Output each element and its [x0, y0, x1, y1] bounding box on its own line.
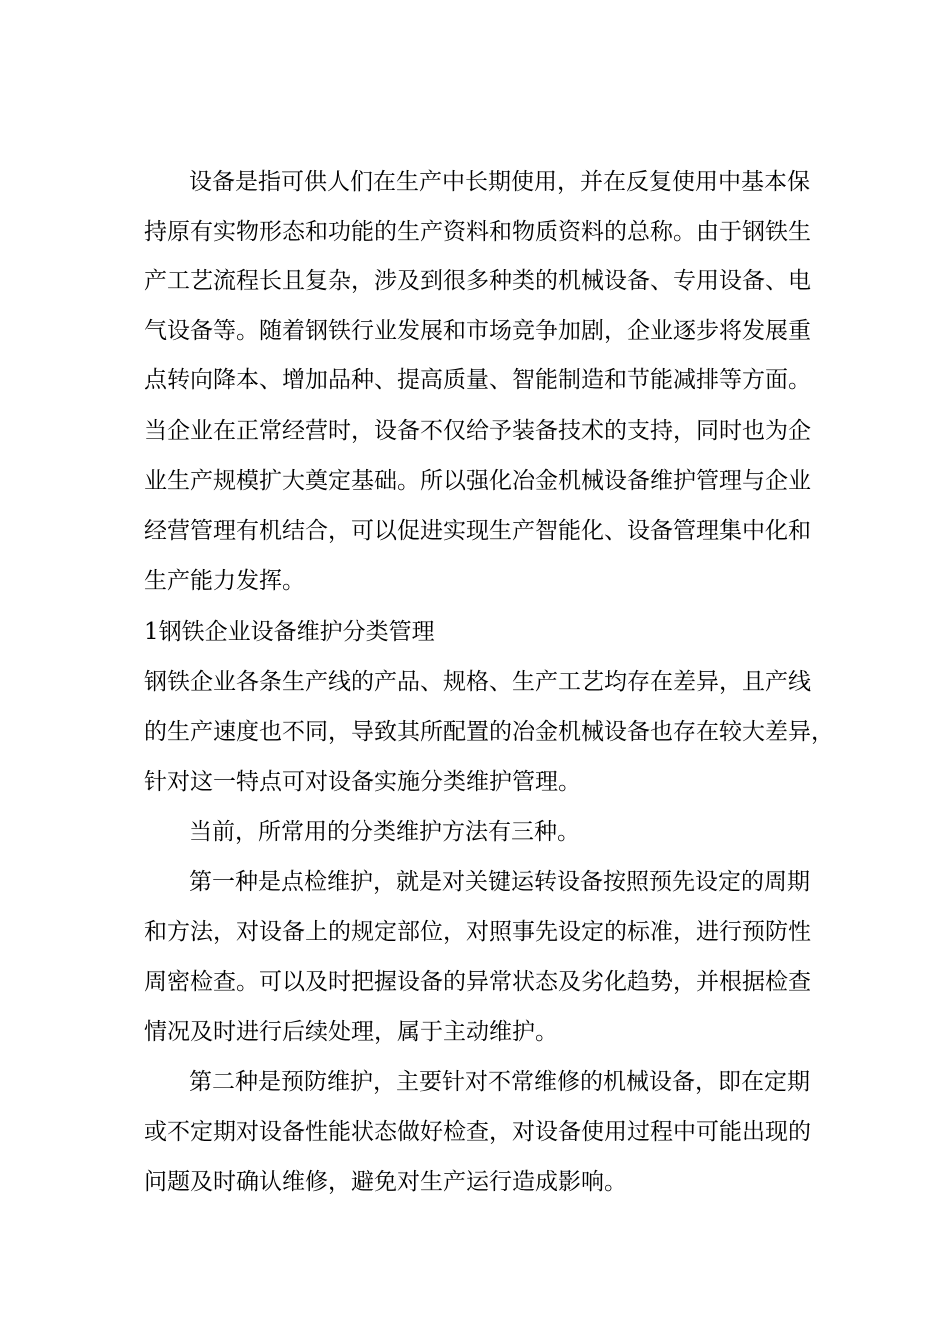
text-line: 或不定期对设备性能状态做好检查，对设备使用过程中可能出现的 [144, 1119, 811, 1145]
text-line: 钢铁企业各条生产线的产品、规格、生产工艺均存在差异，且产线 [144, 669, 811, 695]
text-line: 持原有实物形态和功能的生产资料和物质资料的总称。由于钢铁生 [144, 219, 811, 245]
text-line: 气设备等。随着钢铁行业发展和市场竞争加剧，企业逐步将发展重 [144, 318, 811, 344]
text-line: 业生产规模扩大奠定基础。所以强化冶金机械设备维护管理与企业 [144, 468, 811, 494]
text-line: 问题及时确认维修，避免对生产运行造成影响。 [144, 1169, 627, 1195]
text-line: 当企业在正常经营时，设备不仅给予装备技术的支持，同时也为企 [144, 418, 811, 444]
text-line: 针对这一特点可对设备实施分类维护管理。 [144, 769, 581, 795]
text-line: 情况及时进行后续处理，属于主动维护。 [144, 1019, 558, 1045]
section-heading: 1钢铁企业设备维护分类管理 [144, 619, 435, 645]
text-line: 生产能力发挥。 [144, 568, 305, 594]
text-line: 设备是指可供人们在生产中长期使用，并在反复使用中基本保 [189, 169, 810, 195]
text-line: 和方法，对设备上的规定部位，对照事先设定的标准，进行预防性 [144, 919, 811, 945]
text-line: 点转向降本、增加品种、提高质量、智能制造和节能减排等方面。 [144, 367, 811, 393]
text-line: 当前，所常用的分类维护方法有三种。 [189, 819, 580, 845]
text-line: 第一种是点检维护，就是对关键运转设备按照预先设定的周期 [189, 869, 810, 895]
text-line: 第二种是预防维护，主要针对不常维修的机械设备，即在定期 [189, 1069, 810, 1095]
text-line: 产工艺流程长且复杂，涉及到很多种类的机械设备、专用设备、电 [144, 268, 811, 294]
text-line: 经营管理有机结合，可以促进实现生产智能化、设备管理集中化和 [144, 518, 811, 544]
text-line: 的生产速度也不同，导致其所配置的冶金机械设备也存在较大差异， [144, 719, 834, 745]
text-line: 周密检查。可以及时把握设备的异常状态及劣化趋势，并根据检查 [144, 969, 811, 995]
